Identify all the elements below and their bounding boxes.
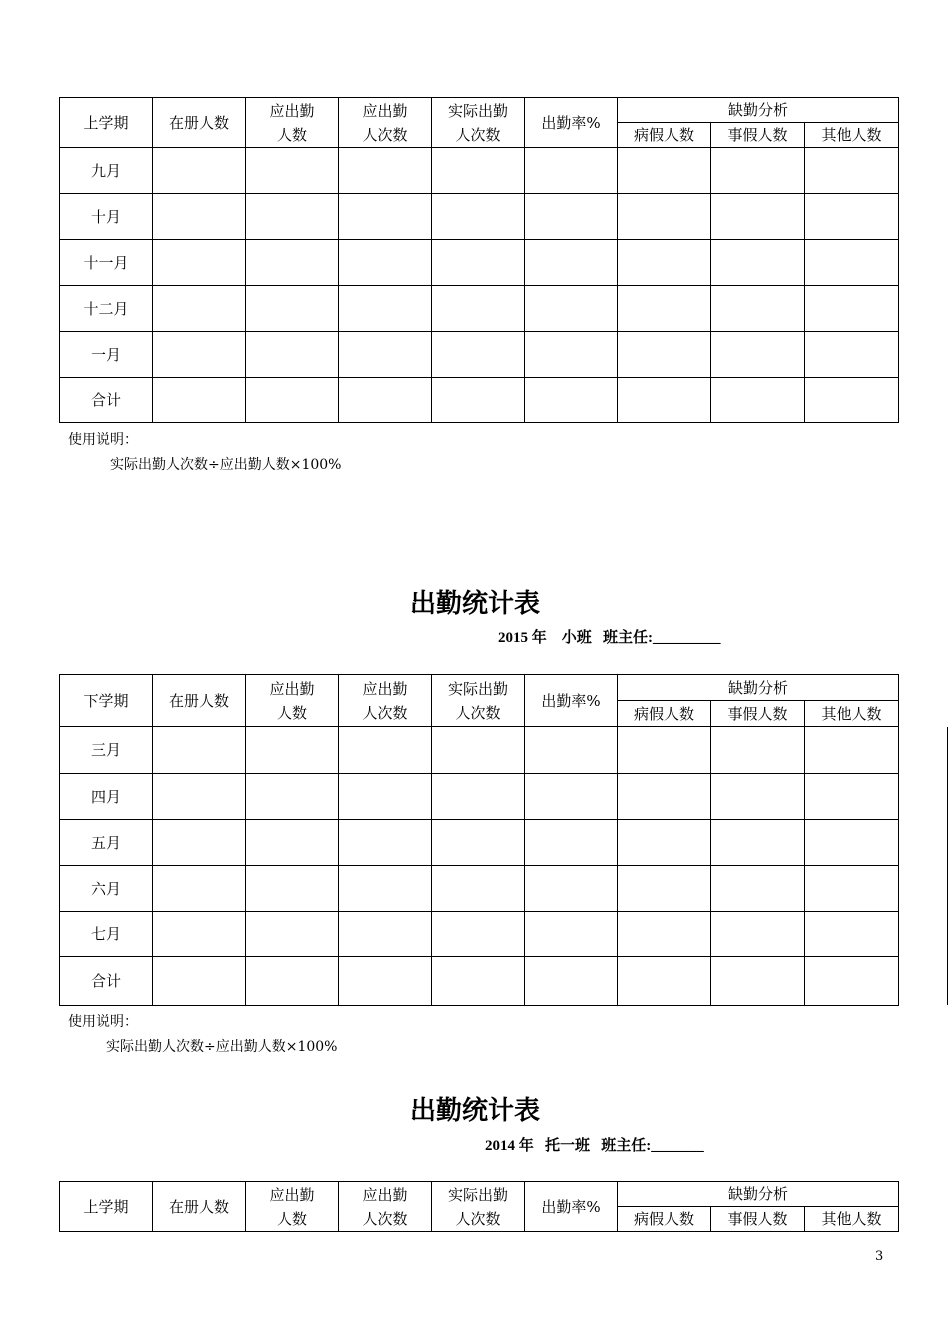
- month-cell: 九月: [60, 148, 153, 194]
- month-cell: 一月: [60, 332, 153, 378]
- header-rate: 出勤率%: [525, 675, 618, 727]
- header-expected-times: 应出勤 人次数: [339, 675, 432, 727]
- attendance-table-3: [59, 1181, 899, 1232]
- header-period: 下学期: [60, 675, 153, 727]
- usage-note-formula: 实际出勤人次数÷应出勤人数×100%: [106, 1039, 338, 1055]
- usage-note-formula: 实际出勤人次数÷应出勤人数×100%: [110, 457, 342, 473]
- attendance-table-1: [59, 97, 899, 423]
- header-registered: 在册人数: [153, 98, 246, 148]
- table-row: [60, 194, 899, 240]
- month-cell: 六月: [60, 866, 153, 912]
- header-actual-times: 实际出勤 人次数: [432, 675, 525, 727]
- table-row: [60, 866, 899, 912]
- header-expected-times: 应出勤 人次数: [339, 98, 432, 148]
- header-rate: 出勤率%: [525, 1182, 618, 1232]
- header-personal: 事假人数: [711, 123, 805, 148]
- total-cell: 合计: [60, 957, 153, 1006]
- year: 2014 年: [485, 1138, 534, 1154]
- header-personal: 事假人数: [711, 1207, 805, 1232]
- teacher-blank: _________: [653, 630, 721, 646]
- class-info: [485, 1134, 704, 1155]
- teacher-label: 班主任:: [601, 1138, 652, 1154]
- header-registered: 在册人数: [153, 1182, 246, 1232]
- header-absence: 缺勤分析: [618, 1182, 899, 1207]
- attendance-table-2: [59, 674, 899, 1006]
- header-expected: 应出勤 人数: [246, 1182, 339, 1232]
- header-sick: 病假人数: [618, 1207, 711, 1232]
- table-row: [60, 727, 899, 774]
- month-cell: 十二月: [60, 286, 153, 332]
- header-registered: 在册人数: [153, 675, 246, 727]
- header-absence: 缺勤分析: [618, 98, 899, 123]
- header-other: 其他人数: [805, 701, 899, 727]
- month-cell: 四月: [60, 774, 153, 820]
- header-actual-times: 实际出勤 人次数: [432, 1182, 525, 1232]
- table-row: [60, 957, 899, 1006]
- header-period: 上学期: [60, 98, 153, 148]
- month-cell: 十一月: [60, 240, 153, 286]
- month-cell: 五月: [60, 820, 153, 866]
- usage-note-label: 使用说明：: [68, 432, 138, 448]
- header-expected: 应出勤 人数: [246, 98, 339, 148]
- page-title: 出勤统计表: [409, 589, 540, 619]
- total-cell: 合计: [60, 378, 153, 423]
- table-row: [60, 332, 899, 378]
- header-other: 其他人数: [805, 1207, 899, 1232]
- month-cell: 十月: [60, 194, 153, 240]
- class-info: [498, 626, 721, 647]
- header-actual-times: 实际出勤 人次数: [432, 98, 525, 148]
- table-row: [60, 378, 899, 423]
- header-rate: 出勤率%: [525, 98, 618, 148]
- class-name: 托一班: [545, 1138, 591, 1154]
- edge-line: [947, 727, 948, 1005]
- teacher-label: 班主任:: [603, 630, 654, 646]
- header-sick: 病假人数: [618, 701, 711, 727]
- table-row: [60, 240, 899, 286]
- teacher-blank: _______: [651, 1138, 704, 1154]
- table-row: [60, 820, 899, 866]
- table-row: [60, 912, 899, 957]
- year: 2015 年: [498, 630, 547, 646]
- usage-note-label: 使用说明：: [68, 1014, 138, 1030]
- page-number: 3: [875, 1249, 884, 1264]
- table-row: [60, 148, 899, 194]
- page-title: 出勤统计表: [409, 1096, 540, 1126]
- class-name: 小班: [561, 630, 592, 646]
- header-personal: 事假人数: [711, 701, 805, 727]
- header-period: 上学期: [60, 1182, 153, 1232]
- header-expected: 应出勤 人数: [246, 675, 339, 727]
- header-other: 其他人数: [805, 123, 899, 148]
- header-sick: 病假人数: [618, 123, 711, 148]
- header-absence: 缺勤分析: [618, 675, 899, 701]
- table-row: [60, 774, 899, 820]
- header-expected-times: 应出勤 人次数: [339, 1182, 432, 1232]
- table-row: [60, 286, 899, 332]
- month-cell: 三月: [60, 727, 153, 774]
- month-cell: 七月: [60, 912, 153, 957]
